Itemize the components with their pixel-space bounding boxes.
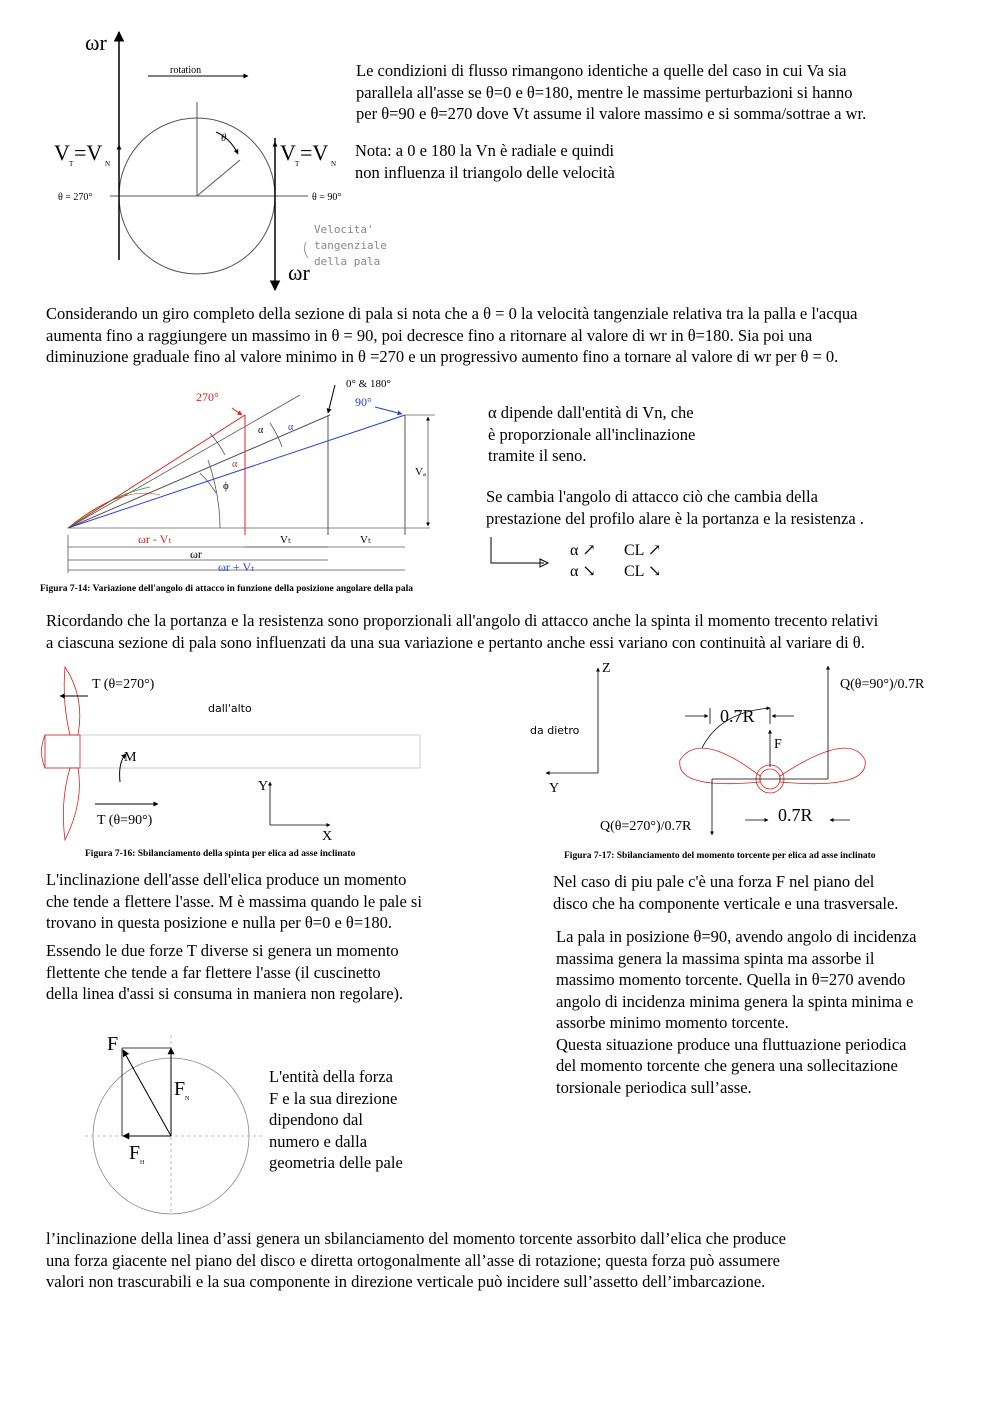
t-270-label: T (θ=270°) xyxy=(92,677,155,692)
axis-x-label: X xyxy=(322,829,333,844)
axis-y-label: Y xyxy=(258,779,269,794)
vt-vn-right-label xyxy=(280,140,336,168)
force-fh-label xyxy=(129,1142,145,1166)
full-rotation-paragraph: Considerando un giro completo della sezione di pala si nota che a θ = 0 la velocità tangenziale relativa tra la palla e l'acqua aumenta fino a raggiungere un massimo in θ = 90, poi decresce fino a ritornare al valore di wr in θ=180. Sia poi una diminuzione graduale fino al valore minimo in θ =270 e un progressivo aumento fino a tornare al valore di wr per θ = 0. xyxy=(46,304,858,366)
cl-down: CL ↘ xyxy=(624,563,662,580)
dall-alto-label: dall'alto xyxy=(208,702,252,715)
sub-t: T xyxy=(295,160,300,168)
sub-n: N xyxy=(331,160,337,168)
lift-drag-paragraph: Ricordando che la portanza e la resistenza sono proporzionali all'angolo di attacco anche la spinta il momento trecento relativi a ciascuna sezione di pala sono influenzati da una sua variazione e pertanto anche essi variano con continuità al variare di θ. xyxy=(46,611,879,652)
figure-torque-imbalance xyxy=(530,660,950,850)
label-90: 90° xyxy=(355,395,372,409)
force-entity-text: L'entità della forza F e la sua direzione dipendono dal numero e dalla geometria delle pale xyxy=(269,1067,403,1172)
vt-label-1: Vₜ xyxy=(280,534,291,546)
phi-label: ϕ xyxy=(223,480,229,492)
alpha-down: α ↘ xyxy=(570,563,596,580)
handnote-line-2: tangenziale xyxy=(314,239,387,252)
label-270: 270° xyxy=(196,390,219,404)
da-dietro-label: da dietro xyxy=(530,724,580,737)
t-90-label: T (θ=90°) xyxy=(97,813,153,828)
force-f-label: F xyxy=(774,737,782,752)
radius-07-label-bottom: 0.7R xyxy=(778,805,813,825)
fn-sub: N xyxy=(185,1096,190,1102)
attack-angle-text: Se cambia l'angolo di attacco ciò che cambia della prestazione del profilo alare è la portanza e la resistenza . xyxy=(486,487,864,528)
alpha-label-3: α xyxy=(232,459,238,470)
figure-7-14-caption: Figura 7-14: Variazione dell'angolo di attacco in funzione della posizione angolare della pala xyxy=(40,584,413,594)
q-270-label: Q(θ=270°)/0.7R xyxy=(600,819,692,834)
q-90-label: Q(θ=90°)/0.7R xyxy=(840,677,925,692)
rotation-label: rotation xyxy=(170,65,202,76)
vt-vn-left-label xyxy=(54,140,110,168)
figure-7-16-caption: Figura 7-16: Sbilanciamento della spinta per elica ad asse inclinato xyxy=(85,849,356,859)
fn-letter: F xyxy=(174,1078,186,1100)
handnote-line-1: Velocita' xyxy=(314,223,374,236)
alpha-cl-table xyxy=(570,540,661,582)
moment-m-label: M xyxy=(124,750,137,765)
note-radial-text: Nota: a 0 e 180 la Vn è radiale e quindi non influenza il triangolo delle velocità xyxy=(355,141,615,182)
flow-conditions-text: Le condizioni di flusso rimangono identiche a quelle del caso in cui Va sia parallela all'asse se θ=0 e θ=180, mentre le massime perturbazioni si hanno per θ=90 e θ=270 dove Vt assume il valore massimo e si somma/sottrae a wr. xyxy=(356,61,867,123)
torque-fluctuation-text: La pala in posizione θ=90, avendo angolo di incidenza massima genera la massima spinta ma assorbe il massimo momento torcente. Quella in θ=270 avendo angolo di incidenza minima genera la spinta minima e assorbe minimo momento torcente. Questa situazione produce una fluttuazione periodica del momento torcente che genera una sollecitazione torsionale periodica sull’asse. xyxy=(556,927,917,1097)
figure-7-17-caption: Figura 7-17: Sbilanciamento del momento torcente per elica ad asse inclinato xyxy=(564,851,876,861)
alpha-depends-text: α dipende dall'entità di Vn, che è proporzionale all'inclinazione tramite il seno. xyxy=(488,403,696,465)
sub-n: N xyxy=(105,160,111,168)
bending-moment-text: Essendo le due forze T diverse si genera un momento flettente che tende a far flettere l'asse (il cuscinetto della linea d'assi si consuma in maniera non regolare). xyxy=(46,941,404,1003)
alpha-label-1: α xyxy=(258,425,264,436)
radius-07-label-top: 0.7R xyxy=(720,706,755,726)
multi-blade-text: Nel caso di piu pale c'è una forza F nel piano del disco che ha componente verticale e una trasversale. xyxy=(553,872,899,913)
arrow-bracket xyxy=(486,535,566,575)
theta-90-label: θ = 90° xyxy=(312,192,342,203)
axis-inclination-text: L'inclinazione dell'asse dell'elica produce un momento che tende a flettere l'asse. M è massima quando le pale si trovano in questa posizione e nulla per θ=0 e θ=180. xyxy=(46,870,422,932)
label-0-180: 0° & 180° xyxy=(346,378,391,390)
theta-270-label: θ = 270° xyxy=(58,192,93,203)
wr-minus-label: ωr - Vₜ xyxy=(138,532,172,546)
v-letter: V xyxy=(54,140,70,165)
omega-r-bottom-label: ωr xyxy=(288,260,310,285)
omega-r-top-label: ωr xyxy=(85,30,107,55)
axis-y-label: Y xyxy=(549,781,560,796)
fh-sub: H xyxy=(140,1160,145,1166)
vt-label-2: Vₜ xyxy=(360,534,371,546)
theta-label: θ xyxy=(221,132,227,144)
eq-v: =V xyxy=(300,140,329,165)
final-paragraph: l’inclinazione della linea d’assi genera un sbilanciamento del momento torcente assorbito dall’elica che produce una forza giacente nel piano del disco e diretta ortogonalmente all’asse di rotazione; questa forza può assumere valori non trascurabili e la sua componente in direzione verticale può incidere sull’assetto dell’imbarcazione. xyxy=(46,1229,786,1291)
force-f-label: F xyxy=(107,1033,119,1055)
figure-thrust-imbalance xyxy=(40,662,430,847)
axis-z-label: Z xyxy=(602,661,611,676)
eq-v: =V xyxy=(74,140,103,165)
fh-letter: F xyxy=(129,1142,141,1164)
alpha-up: α ↗ xyxy=(570,542,596,559)
v-letter: V xyxy=(280,140,296,165)
handnote-line-3: della pala xyxy=(314,255,381,268)
figure-force-decomposition xyxy=(85,1030,285,1220)
figure-angle-of-attack xyxy=(60,375,490,575)
force-fn-label xyxy=(174,1078,190,1102)
va-label: Vₐ xyxy=(415,466,426,478)
alpha-label-2: α xyxy=(288,422,294,433)
wr-plus-label: ωr + Vₜ xyxy=(218,560,255,574)
sub-t: T xyxy=(69,160,74,168)
wr-label: ωr xyxy=(190,547,202,561)
cl-up: CL ↗ xyxy=(624,542,662,559)
